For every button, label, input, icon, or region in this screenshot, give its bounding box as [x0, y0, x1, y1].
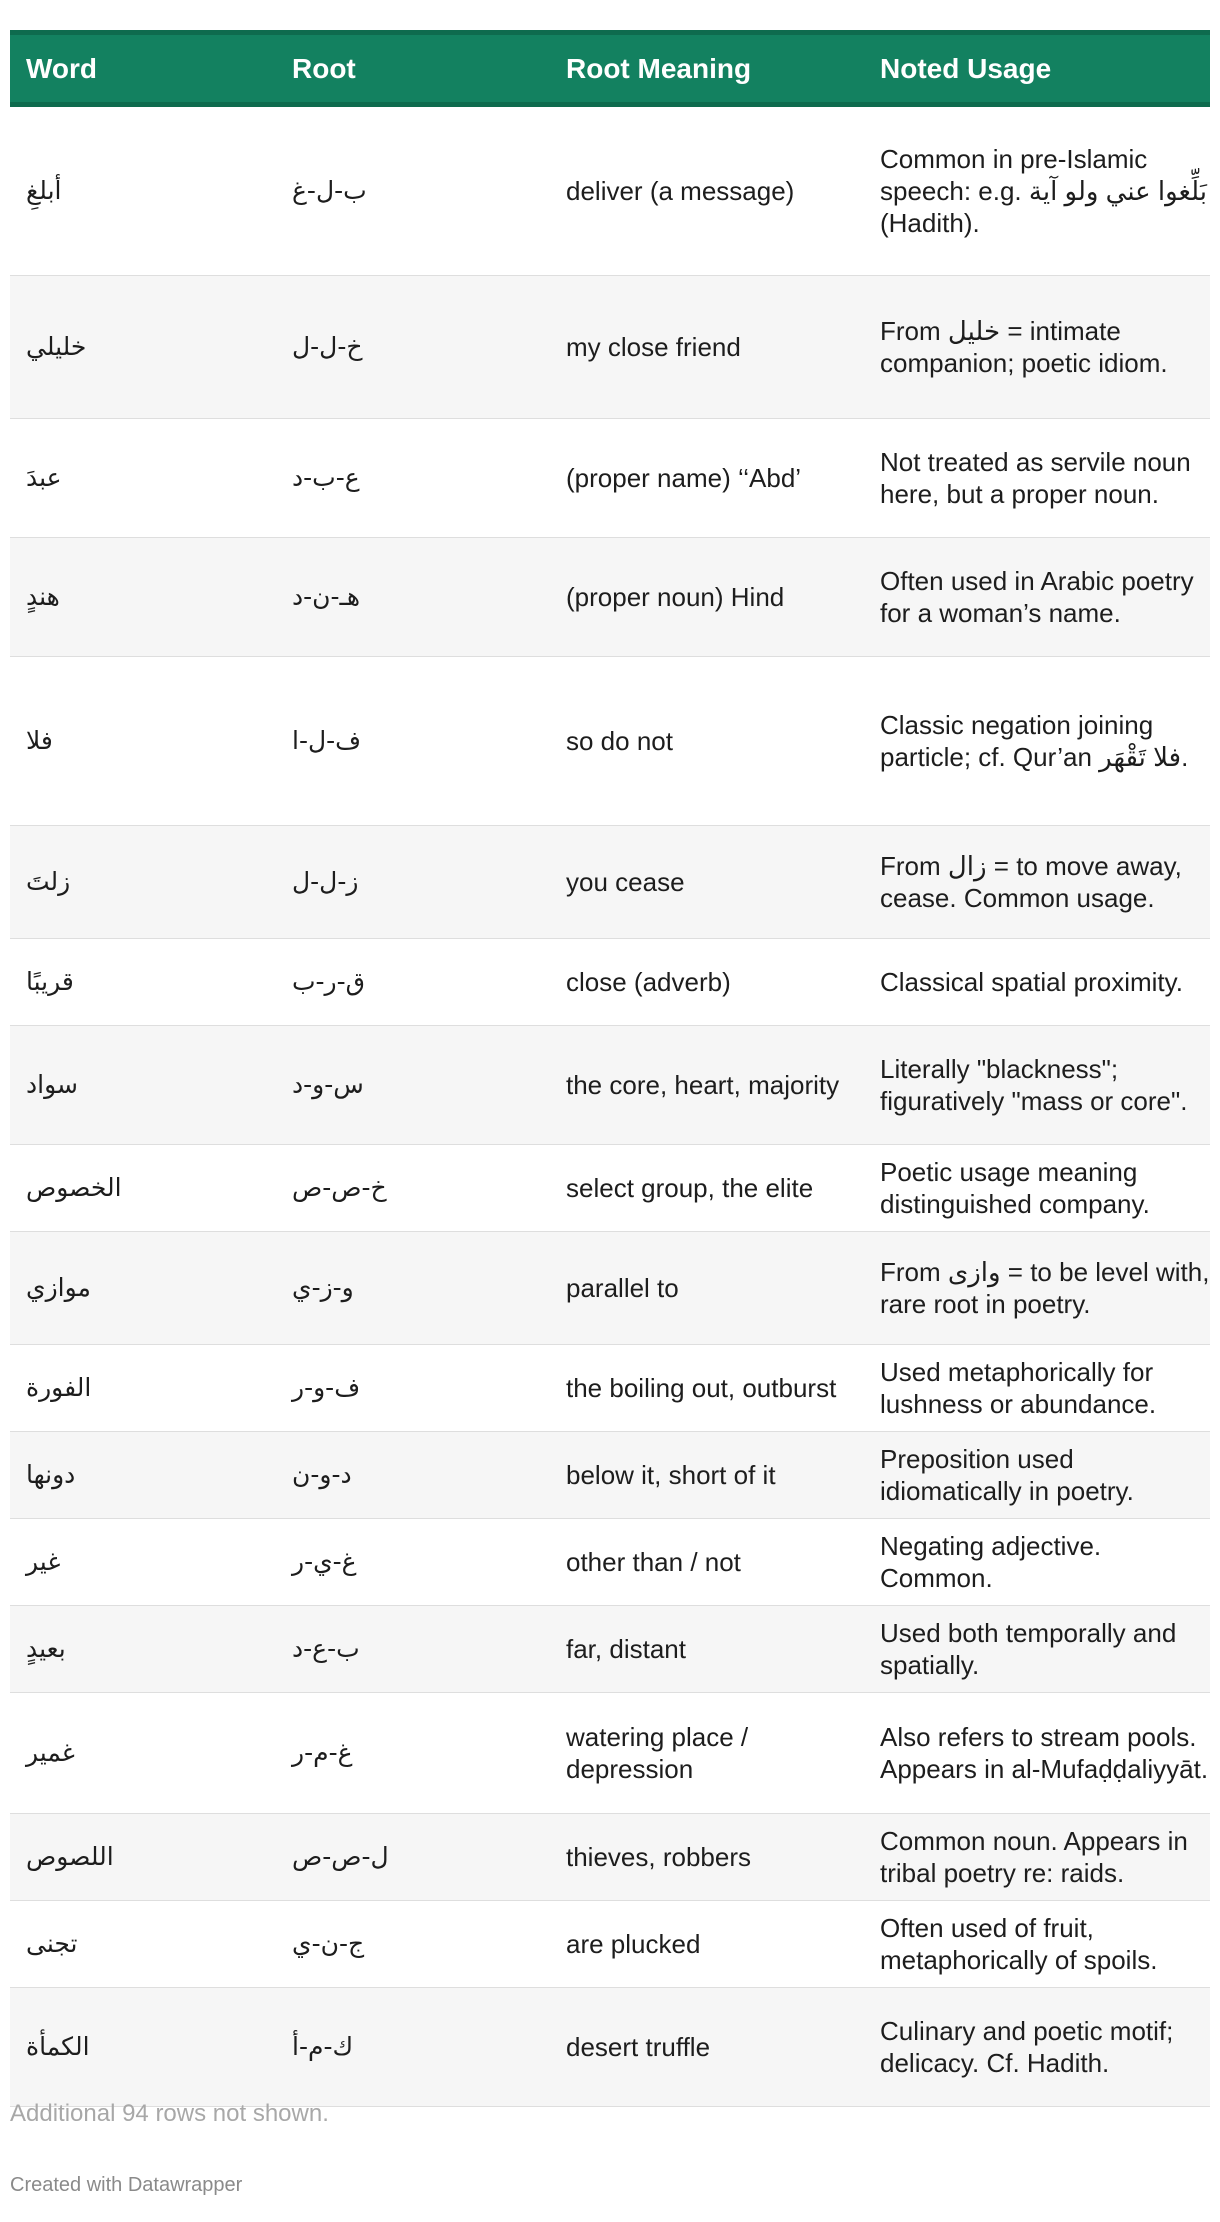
noted-usage-cell: Often used in Arabic poetry for a woman’s name.	[880, 566, 1194, 628]
root-cell: د-و-ن	[292, 1460, 352, 1489]
root-meaning-cell: parallel to	[566, 1273, 679, 1303]
table-row	[10, 1988, 1210, 2107]
table-row	[10, 419, 1210, 538]
table-row	[10, 1519, 1210, 1606]
table-row	[10, 939, 1210, 1026]
word-cell: الخصوص	[26, 1173, 122, 1202]
table-row	[10, 1814, 1210, 1901]
root-meaning-cell: select group, the elite	[566, 1173, 814, 1203]
root-meaning-cell: desert truffle	[566, 2032, 711, 2062]
table-row	[10, 538, 1210, 657]
word-cell: دونها	[26, 1460, 76, 1489]
root-cell: س-و-د	[292, 1070, 364, 1099]
root-cell: ج-ن-ي	[292, 1929, 365, 1958]
table-row	[10, 276, 1210, 419]
table-row	[10, 1693, 1210, 1814]
noted-usage-cell: Poetic usage meaning distinguished company.	[880, 1157, 1150, 1219]
root-meaning-cell: thieves, robbers	[566, 1842, 751, 1872]
noted-usage-cell: From وازى = to be level with, rare root in poetry.	[880, 1257, 1210, 1319]
root-cell: ك-م-أ	[292, 2032, 354, 2061]
root-cell: ز-ل-ل	[292, 867, 359, 896]
root-meaning-cell: deliver (a message)	[566, 176, 795, 206]
table-row	[10, 107, 1210, 276]
root-meaning-cell: my close friend	[566, 332, 741, 362]
root-meaning-cell: are plucked	[566, 1929, 701, 1959]
noted-usage-cell: Not treated as servile noun here, but a proper noun.	[880, 447, 1191, 509]
root-cell: خ-ص-ص	[292, 1173, 387, 1202]
noted-usage-cell: From خليل = intimate companion; poetic idiom.	[880, 316, 1168, 378]
noted-usage-cell: Used metaphorically for lushness or abundance.	[880, 1357, 1157, 1419]
noted-usage-cell: Common noun. Appears in tribal poetry re: raids.	[880, 1826, 1188, 1888]
root-cell: خ-ل-ل	[292, 332, 363, 361]
word-cell: زلتَ	[26, 867, 71, 896]
root-meaning-cell: other than / not	[566, 1547, 741, 1577]
root-meaning-cell: close (adverb)	[566, 967, 731, 997]
noted-usage-cell: Common in pre-Islamic speech: e.g. بَلِّغوا عني ولو آية (Hadith).	[880, 144, 1207, 238]
root-meaning-cell: so do not	[566, 726, 673, 756]
root-meaning-cell: below it, short of it	[566, 1460, 776, 1490]
table-row	[10, 1606, 1210, 1693]
word-cell: الكمأة	[26, 2032, 90, 2061]
word-cell: أبلغِ	[26, 176, 62, 205]
noted-usage-cell: Culinary and poetic motif; delicacy. Cf. Hadith.	[880, 2016, 1174, 2078]
noted-usage-cell: Negating adjective. Common.	[880, 1531, 1102, 1593]
credit-line: Created with Datawrapper	[10, 2174, 243, 2196]
data-table	[10, 30, 1210, 2107]
word-cell: قريبًا	[26, 967, 74, 996]
word-cell: تجنى	[26, 1929, 78, 1958]
word-cell: موازي	[26, 1273, 91, 1302]
root-cell: ق-ر-ب	[292, 967, 366, 996]
table-row	[10, 1901, 1210, 1988]
word-cell: فلا	[26, 726, 53, 755]
header-noted-usage[interactable]: Noted Usage	[880, 52, 1052, 84]
noted-usage-cell: Classic negation joining particle; cf. Qur’an فلا تَقْهَر.	[880, 710, 1189, 772]
table-row	[10, 657, 1210, 826]
root-cell: ل-ص-ص	[292, 1842, 389, 1871]
root-cell: ف-ل-ا	[292, 726, 362, 755]
root-meaning-cell: (proper noun) Hind	[566, 582, 785, 612]
header-root-meaning[interactable]: Root Meaning	[566, 52, 752, 84]
root-cell: ف-و-ر	[292, 1373, 361, 1402]
rows-hidden-note: Additional 94 rows not shown.	[10, 2100, 329, 2127]
table-body	[10, 107, 1210, 2107]
root-cell: هـ-ن-د	[292, 582, 361, 611]
table-row	[10, 1345, 1210, 1432]
word-cell: خليلي	[26, 332, 87, 361]
word-cell: الفورة	[26, 1373, 92, 1402]
table-row	[10, 1432, 1210, 1519]
word-cell: غمير	[26, 1738, 75, 1767]
table-row	[10, 1232, 1210, 1345]
noted-usage-cell: Often used of fruit, metaphorically of spoils.	[880, 1913, 1158, 1975]
noted-usage-cell: Used both temporally and spatially.	[880, 1618, 1177, 1680]
noted-usage-cell: Literally "blackness"; figuratively "mass or core".	[880, 1054, 1188, 1116]
root-cell: ع-ب-د	[292, 463, 360, 492]
table-row	[10, 1145, 1210, 1232]
root-cell: غ-م-ر	[292, 1738, 353, 1767]
table-row	[10, 826, 1210, 939]
root-cell: و-ز-ي	[292, 1273, 354, 1302]
noted-usage-cell: From زال = to move away, cease. Common usage.	[880, 851, 1182, 913]
header-root[interactable]: Root	[292, 52, 356, 84]
root-meaning-cell: watering place / depression	[566, 1722, 749, 1784]
noted-usage-cell: Also refers to stream pools. Appears in al-Mufaḍḍaliyyāt.	[880, 1722, 1209, 1784]
root-cell: ب-ع-د	[292, 1634, 360, 1663]
root-meaning-cell: you cease	[566, 867, 685, 897]
root-meaning-cell: far, distant	[566, 1634, 686, 1664]
header-word[interactable]: Word	[26, 52, 98, 84]
word-cell: اللصوص	[26, 1842, 114, 1871]
word-cell: بعيدٍ	[26, 1634, 66, 1663]
table-header	[10, 30, 1210, 107]
root-cell: ب-ل-غ	[292, 176, 367, 205]
word-cell: عبدَ	[26, 463, 62, 492]
word-cell: سواد	[26, 1070, 78, 1099]
word-cell: غير	[26, 1547, 61, 1576]
table-row	[10, 1026, 1210, 1145]
noted-usage-cell: Preposition used idiomatically in poetry.	[880, 1444, 1134, 1506]
root-meaning-cell: (proper name) ‘‘Abd’	[566, 463, 802, 493]
root-cell: غ-ي-ر	[292, 1547, 357, 1576]
root-meaning-cell: the boiling out, outburst	[566, 1373, 837, 1403]
word-cell: هندٍ	[26, 582, 60, 611]
noted-usage-cell: Classical spatial proximity.	[880, 967, 1183, 997]
root-meaning-cell: the core, heart, majority	[566, 1070, 840, 1100]
